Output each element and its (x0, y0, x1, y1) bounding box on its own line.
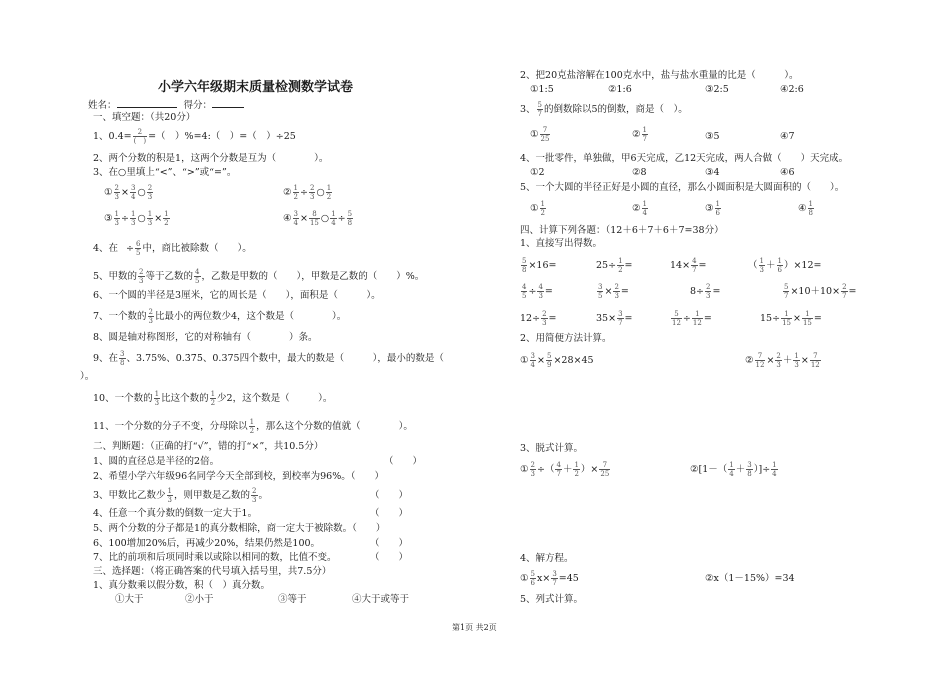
fraction: $\frac{3}{4}$ (130, 184, 136, 201)
fraction: $\frac{1}{4}$ (331, 210, 336, 227)
choice-4: 4、一批零件，单独做，甲6天完成，乙12天完成，两人合做（ ）天完成。 (520, 153, 849, 164)
fraction: $\frac{4}{5}$ (195, 268, 200, 285)
compare-circle[interactable]: ○ (137, 187, 146, 198)
fraction: $\frac{2}{3}$ (252, 487, 257, 504)
choice-2-option[interactable]: ④2:6 (780, 84, 804, 95)
question-1 (93, 128, 296, 145)
calc-item: ① $\frac{2}{3}$ ÷（ $\frac{4}{7}$ ＋ $\frac{1}{2}$ ）× $\frac{7}{25}$ (520, 461, 610, 478)
section-fill-blank: 一、填空题：（共20分） (93, 112, 196, 123)
judge-6: 6、100增加20%后，再减少20%，结果仍然是100。 (93, 538, 321, 549)
compare-circle[interactable]: ○ (320, 213, 330, 224)
calc-expand-heading: 3、脱式计算。 (520, 443, 584, 454)
choice-4-option[interactable]: ②8 (632, 167, 647, 178)
choice-1-option[interactable]: ①大于 (115, 594, 144, 605)
fraction: $\frac{1}{2}$ (164, 210, 169, 227)
question-4: 4、在 ÷ $\frac{6}{5}$ 中，商比被除数（ ）。 (93, 240, 252, 257)
fraction: $\frac{1}{6}$ (715, 200, 720, 217)
choice-3-option[interactable]: ③5 (705, 131, 720, 142)
page-title: 小学六年级期末质量检测数学试卷 (158, 80, 354, 95)
calc-simplify-heading: 2、用简便方法计算。 (520, 333, 612, 344)
choice-2: 2、把20克盐溶解在100克水中，盐与盐水重量的比是（ ）。 (520, 70, 799, 81)
calc-item: ① $\frac{5}{6}$ x× $\frac{3}{7}$ =45 (520, 570, 579, 587)
question-10: 10、一个数的 $\frac{1}{3}$ 比这个数的 $\frac{1}{2}$ 少2，这个数是（ ）。 (93, 390, 333, 407)
name-label: 姓名： (88, 100, 117, 111)
name-blank[interactable] (117, 97, 177, 108)
calc-item: $\frac{5}{7}$ ×10＋10× $\frac{2}{7}$ = (784, 283, 857, 300)
judge-1: 1、圆的直径总是半径的2倍。 (93, 456, 220, 467)
question-8: 8、圆是轴对称图形，它的对称轴有（ ）条。 (93, 332, 318, 343)
section-calculation: 四、计算下列各题：（12＋6＋7＋6＋7=38分） (520, 225, 724, 236)
fraction: $\frac{1}{2}$ (540, 200, 545, 217)
calc-item: $\frac{3}{5}$ × $\frac{2}{3}$ = (598, 283, 629, 300)
page-footer: 第1页 共2页 (452, 623, 497, 632)
question-3c: ③ $\frac{1}{3}$ ÷ $\frac{1}{3}$ ○ $\frac{1}{3}$ × $\frac{1}{2}$ (104, 210, 169, 227)
calc-direct-heading: 1、直接写出得数。 (520, 238, 603, 249)
fraction: $\frac{2}{3}$ (139, 268, 144, 285)
compare-circle[interactable]: ○ (137, 213, 146, 224)
fraction: $\frac{1}{8}$ (808, 200, 813, 217)
question-11: 11、一个分数的分子不变，分母除以 $\frac{1}{2}$ ，那么这个分数的值就（ ）。 (93, 418, 413, 435)
choice-1: 1、真分数乘以假分数，积（ ）真分数。 (93, 580, 271, 591)
calc-item: ① $\frac{3}{4}$ × $\frac{5}{9}$ ×28×45 (520, 352, 594, 369)
fraction: $\frac{2}{3}$ (114, 184, 119, 201)
calc-item: 15÷ $\frac{1}{15}$ × $\frac{1}{15}$ = (760, 310, 822, 327)
fraction: $\frac{1}{2}$ (210, 390, 216, 407)
question-7: 7、一个数的 $\frac{2}{3}$ 比最小的两位数少4，这个数是（ ）。 (93, 308, 347, 325)
calc-item: ②[1－（ $\frac{1}{4}$ ＋ $\frac{3}{8}$ ）]÷ $\frac{1}{4}$ (690, 461, 777, 478)
choice-3-option[interactable]: ① $\frac{7}{25}$ (530, 126, 550, 143)
choice-5: 5、一个大圆的半径正好是小圆的直径，那么小圆面积是大圆面积的（ ）。 (520, 182, 845, 193)
calc-item: $\frac{5}{8}$ ×16= (522, 257, 557, 274)
question-5: 5、甲数的 $\frac{2}{3}$ 等于乙数的 $\frac{4}{5}$ ，乙数是甲数的（ ），甲数是乙数的（ ）%。 (93, 268, 425, 285)
question-6: 6、一个圆的半径是3厘米，它的周长是（ ），面积是（ ）。 (93, 290, 381, 301)
calc-item: （ $\frac{1}{3}$ ＋ $\frac{1}{6}$ ）×12= (748, 257, 822, 274)
fraction: $\frac{2}{3}$ (148, 308, 154, 325)
fraction: $\frac{6}{5}$ (136, 240, 141, 257)
choice-1-option[interactable]: ③等于 (278, 594, 307, 605)
judge-2: 2、希望小学六年级96名同学今天全部到校，到校率为96%。（ ） (93, 471, 384, 482)
fraction: $\frac{2}{3}$ (147, 184, 153, 201)
calc-item: 8÷ $\frac{2}{3}$ = (690, 283, 721, 300)
judge-3-paren[interactable]: （ ） (370, 490, 409, 501)
fraction: $\frac{1}{3}$ (167, 487, 173, 504)
question-2: 2、两个分数的积是1，这两个分数是互为（ ）。 (93, 153, 329, 164)
question-3a: ① $\frac{2}{3}$ × $\frac{3}{4}$ ○ $\frac{2}{3}$ (104, 184, 153, 201)
section-judgement: 二、判断题：（正确的打“√”，错的打“×”，共10.5分） (93, 441, 324, 452)
fraction: $\frac{5}{8}$ (347, 210, 353, 227)
fraction: $\frac{1}{3}$ (154, 390, 160, 407)
choice-3-option[interactable]: ② $\frac{1}{7}$ (632, 126, 647, 143)
choice-5-option[interactable]: ③ $\frac{1}{6}$ (705, 200, 720, 217)
fraction: $\frac{1}{7}$ (642, 126, 647, 143)
question-3d: ④ $\frac{3}{4}$ × $\frac{8}{15}$ ○ $\frac{1}{4}$ ÷ $\frac{5}{8}$ (283, 210, 353, 227)
choice-3-option[interactable]: ④7 (780, 131, 795, 142)
q1-text-a: 1、0.4= (93, 131, 132, 142)
judge-1-paren[interactable]: （ ） (384, 456, 423, 467)
fraction: $\frac{1}{3}$ (130, 210, 136, 227)
choice-3: 3、 $\frac{5}{7}$ 的倒数除以5的倒数，商是（ ）。 (520, 101, 688, 118)
calc-equation-heading: 4、解方程。 (520, 553, 574, 564)
calc-item: 25÷ $\frac{1}{2}$ = (596, 257, 633, 274)
choice-5-option[interactable]: ① $\frac{1}{2}$ (530, 200, 545, 217)
fraction: $\frac{1}{2}$ (326, 184, 332, 201)
judge-6-paren[interactable]: （ ） (370, 538, 409, 549)
calc-item: ②x（1－15%）=34 (705, 573, 795, 584)
judge-4: 4、任意一个真分数的倒数一定大于1。 (93, 508, 258, 519)
calc-word-heading: 5、列式计算。 (520, 594, 584, 605)
choice-5-option[interactable]: ② $\frac{1}{4}$ (632, 200, 647, 217)
score-label: 得分： (183, 100, 213, 111)
choice-4-option[interactable]: ④6 (780, 167, 795, 178)
fraction: $\frac{5}{7}$ (537, 101, 543, 118)
choice-1-option[interactable]: ②小于 (185, 594, 214, 605)
question-9-end: ）。 (80, 371, 95, 382)
judge-5: 5、两个分数的分子都是1的真分数相除，商一定大于被除数。（ ） (93, 523, 386, 534)
fraction: $\frac{1}{3}$ (114, 210, 119, 227)
q1-text-b: =（ ）%=4:（ ）=（ ）÷25 (148, 131, 296, 142)
compare-circle[interactable]: ○ (316, 187, 325, 198)
calc-item: 12÷ $\frac{2}{3}$ = (520, 310, 557, 327)
calc-item: $\frac{4}{5}$ ÷ $\frac{4}{3}$ = (522, 283, 553, 300)
choice-5-option[interactable]: ④ $\frac{1}{8}$ (798, 200, 813, 217)
fraction: $\frac{1}{4}$ (642, 200, 647, 217)
fraction: $\frac{1}{2}$ (249, 418, 255, 435)
question-9: 9、在 $\frac{3}{8}$ 、3.75%、0.3̇7̇5̇、0.375四个数中，最大的数是（ ），最小的数是（ (93, 350, 444, 367)
calc-item: ② $\frac{7}{12}$ × $\frac{2}{3}$ ＋ $\frac{1}{3}$ × $\frac{7}{12}$ (745, 352, 820, 369)
judge-3: 3、甲数比乙数少 $\frac{1}{3}$ ，则甲数是乙数的 $\frac{2}{3}$ 。 (93, 487, 269, 504)
choice-4-option[interactable]: ③4 (705, 167, 720, 178)
judge-7: 7、比的前项和后项同时乘以或除以相同的数，比值不变。 (93, 552, 337, 563)
fraction: $\frac{3}{4}$ (293, 210, 298, 227)
section-choice: 三、选择题：（将正确答案的代号填入括号里，共7.5分） (93, 566, 332, 577)
fraction: $\frac{1}{3}$ (147, 210, 153, 227)
calc-item: 35× $\frac{3}{7}$ = (596, 310, 633, 327)
choice-2-option[interactable]: ①1:5 (530, 84, 554, 95)
choice-2-option[interactable]: ②1:6 (608, 84, 632, 95)
choice-2-option[interactable]: ③2:5 (705, 84, 729, 95)
calc-item: $\frac{5}{12}$ ÷ $\frac{1}{12}$ = (672, 310, 712, 327)
choice-4-option[interactable]: ①2 (530, 167, 545, 178)
judge-4-paren[interactable]: （ ） (370, 508, 409, 519)
fraction: $\frac{7}{25}$ (540, 126, 550, 143)
calc-item: 14× $\frac{4}{7}$ = (670, 257, 707, 274)
fraction: $\frac{1}{2}$ (293, 184, 298, 201)
question-3b: ② $\frac{1}{2}$ ÷ $\frac{2}{3}$ ○ $\frac{1}{2}$ (283, 184, 332, 201)
name-field (88, 97, 244, 112)
question-3: 3、在○里填上“<”、“>”或“=”。 (93, 167, 237, 178)
fraction: $\frac{2}{3}$ (309, 184, 315, 201)
fraction: $\frac{2}{( )}$ (133, 128, 147, 145)
judge-7-paren[interactable]: （ ） (370, 552, 409, 563)
choice-1-option[interactable]: ④大于或等于 (352, 594, 410, 605)
fraction: $\frac{8}{15}$ (309, 210, 319, 227)
score-blank[interactable] (212, 97, 244, 108)
fraction: $\frac{3}{8}$ (120, 350, 125, 367)
